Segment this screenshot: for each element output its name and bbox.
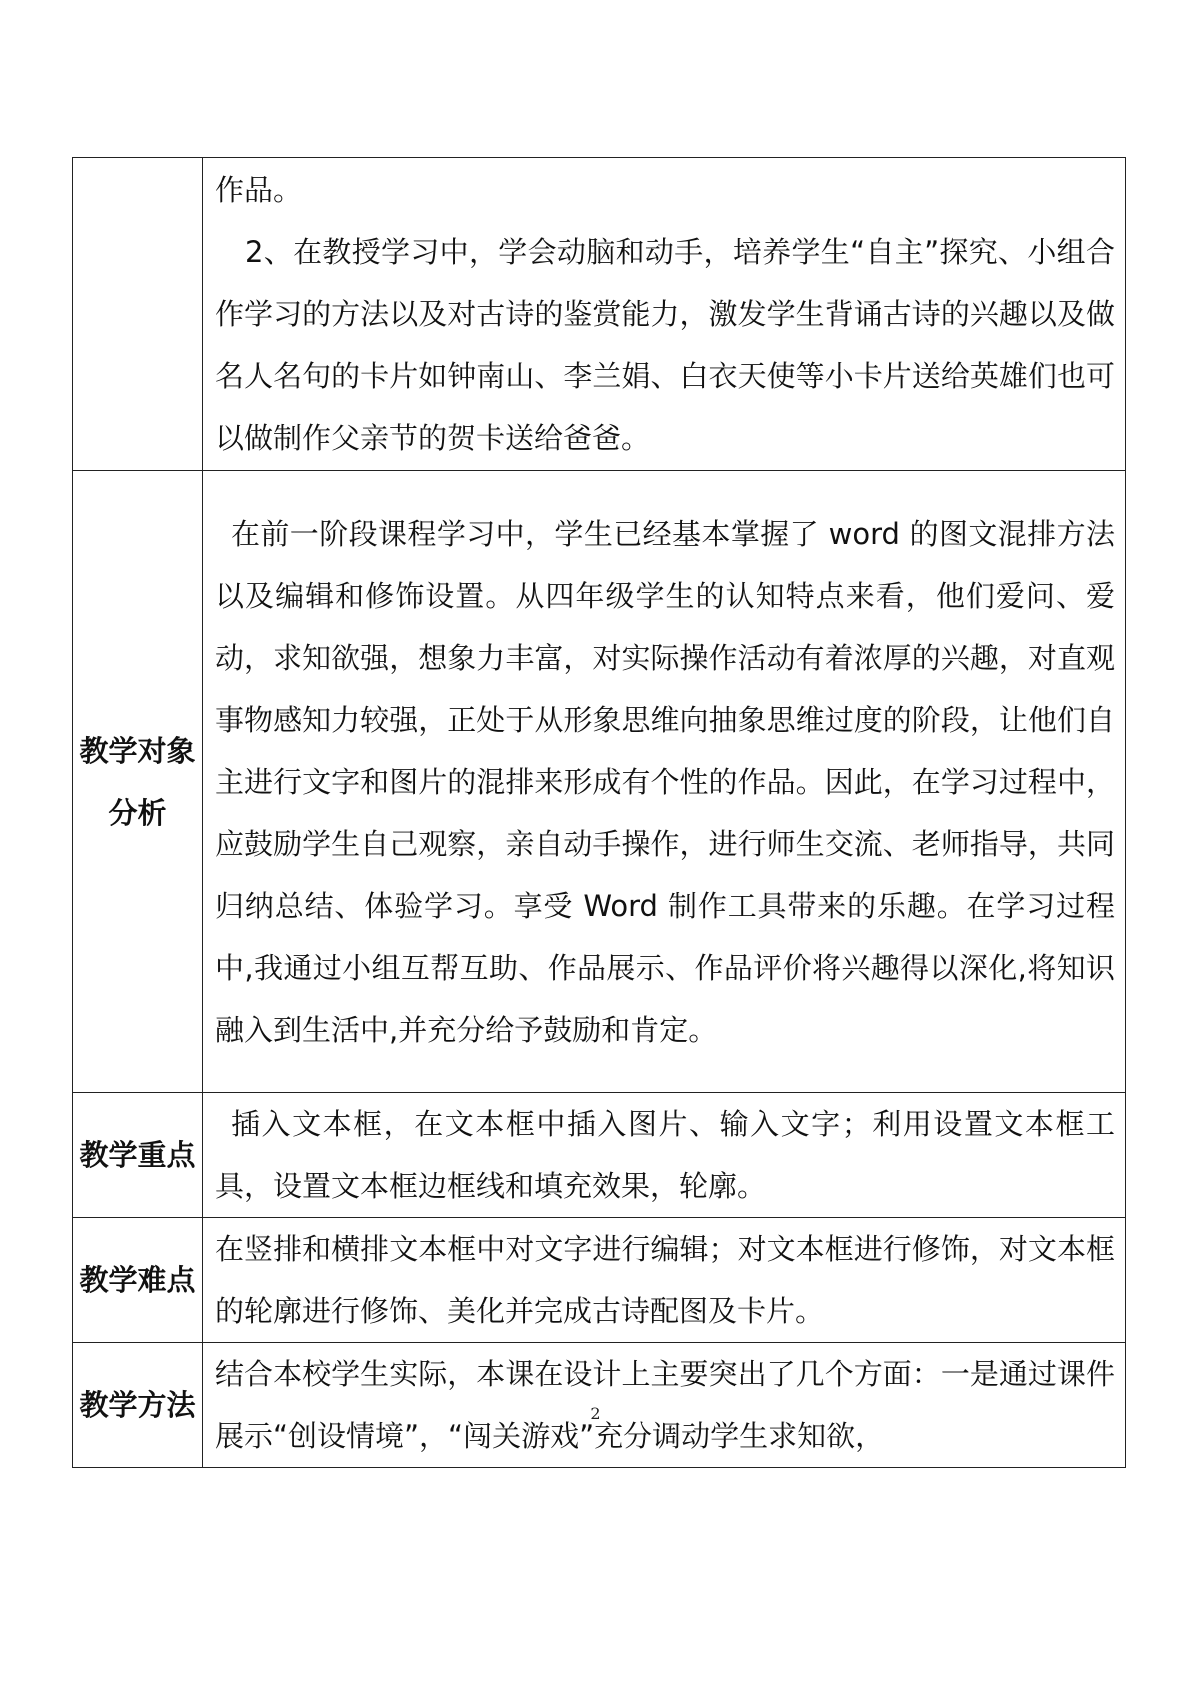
row-label-methods: 教学方法 [73, 1343, 203, 1468]
page-number: 2 [590, 1404, 601, 1423]
paragraph: 作品。 [215, 173, 303, 207]
paragraph: 插入文本框，在文本框中插入图片、输入文字；利用设置文本框工具，设置文本框边框线和填充效果，轮廓。 [215, 1107, 1115, 1203]
table-row-difficulties [73, 1218, 1126, 1343]
table-row-goals-continued [73, 158, 1126, 471]
table-row-key-points [73, 1093, 1126, 1218]
row-label-empty [73, 158, 203, 471]
lesson-plan-table [72, 157, 1126, 1468]
table-row-student-analysis [73, 471, 1126, 1093]
row-label-student-analysis: 教学对象分析 [73, 471, 203, 1093]
row-label-key-points: 教学重点 [73, 1093, 203, 1218]
paragraph: 在竖排和横排文本框中对文字进行编辑；对文本框进行修饰，对文本框的轮廓进行修饰、美化并完成古诗配图及卡片。 [215, 1232, 1115, 1328]
row-content-key-points [203, 1093, 1126, 1218]
row-content-goals [203, 158, 1126, 471]
paragraph: 结合本校学生实际，本课在设计上主要突出了几个方面：一是通过课件展示“创设情境”，“闯关游戏”充分调动学生求知欲， [215, 1357, 1115, 1453]
paragraph: 在前一阶段课程学习中，学生已经基本掌握了 word 的图文混排方法以及编辑和修饰设置。从四年级学生的认知特点来看，他们爱问、爱动，求知欲强，想象力丰富，对实际操作活动有着浓厚的兴趣，对直观事物感知力较强，正处于从形象思维向抽象思维过度的阶段，让他们自主进行文字和图片的混排来形成有个性的作品。因此，在学习过程中，应鼓励学生自己观察，亲自动手操作，进行师生交流、老师指导，共同归纳总结、体验学习。享受 Word 制作工具带来的乐趣。在学习过程中,我通过小组互帮互助、作品展示、作品评价将兴趣得以深化,将知识融入到生活中,并充分给予鼓励和肯定。 [215, 516, 1115, 1047]
row-label-difficulties: 教学难点 [73, 1218, 203, 1343]
row-content-difficulties [203, 1218, 1126, 1343]
paragraph: 2、在教授学习中，学会动脑和动手，培养学生“自主”探究、小组合作学习的方法以及对古诗的鉴赏能力，激发学生背诵古诗的兴趣以及做名人名句的卡片如钟南山、李兰娟、白衣天使等小卡片送给英雄们也可以做制作父亲节的贺卡送给爸爸。 [215, 235, 1115, 455]
row-content-student-analysis [203, 471, 1126, 1093]
